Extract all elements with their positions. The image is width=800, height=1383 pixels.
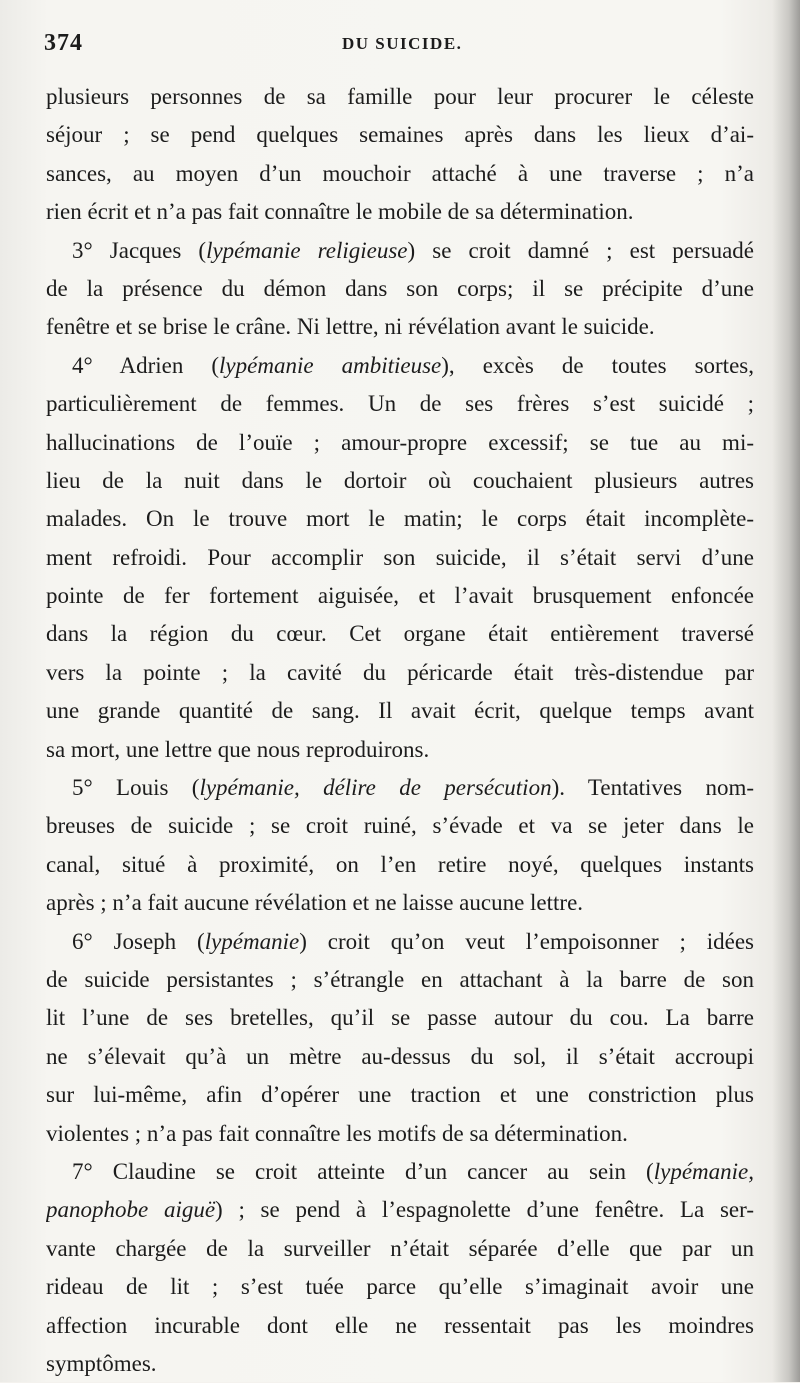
text-line xyxy=(46,884,754,922)
page-number: 374 xyxy=(44,30,83,56)
text-run: pointe de fer fortement aiguisée, et l’avait brusquement enfoncée xyxy=(46,583,754,609)
text-run: 3° Jacques ( xyxy=(72,237,207,263)
text-line xyxy=(46,270,754,308)
text-line xyxy=(46,462,754,500)
text-run: plusieurs personnes de sa famille pour leur procurer le céleste xyxy=(46,84,754,109)
text-run: canal, situé à proximité, on l’en retire noyé, quelques instants xyxy=(46,851,754,877)
text-line xyxy=(46,116,754,154)
text-run: après ; n’a fait aucune révélation et ne laisse aucune lettre. xyxy=(46,890,584,916)
text-line xyxy=(46,193,754,231)
text-line xyxy=(46,999,754,1037)
text-run: de la présence du démon dans son corps; il se précipite d’une xyxy=(46,275,754,301)
text-line xyxy=(46,961,754,999)
text-line xyxy=(46,692,754,730)
body-text xyxy=(46,78,754,1383)
text-line xyxy=(46,1345,754,1383)
text-line xyxy=(46,347,754,385)
text-run: séjour ; se pend quelques semaines après dans les lieux d’ai- xyxy=(46,122,754,148)
text-line xyxy=(46,846,754,884)
italic-text: lypémanie religieuse xyxy=(206,237,408,263)
text-line xyxy=(46,1230,754,1268)
text-line xyxy=(46,78,754,116)
italic-text: lypémanie ambitieuse xyxy=(219,352,442,378)
text-run: dans la région du cœur. Cet organe était entièrement traversé xyxy=(46,621,754,647)
text-line xyxy=(46,731,754,769)
text-line xyxy=(46,807,754,845)
text-line xyxy=(46,1307,754,1345)
text-line xyxy=(46,424,754,462)
text-run: lieu de la nuit dans le dortoir où couchaient plusieurs autres xyxy=(46,467,754,493)
text-run: ) se croit damné ; est persuadé xyxy=(407,237,754,263)
text-run: une grande quantité de sang. Il avait écrit, quelque temps avant xyxy=(46,698,754,724)
text-run: malades. On le trouve mort le matin; le corps était incomplète- xyxy=(46,506,754,532)
text-run: ), excès de toutes sortes, xyxy=(441,352,754,378)
text-run: ) croit qu’on veut l’empoisonner ; idées xyxy=(299,928,754,954)
text-run: sances, au moyen d’un mouchoir attaché à une traverse ; n’a xyxy=(46,160,754,186)
text-line xyxy=(46,1153,754,1191)
text-line xyxy=(46,615,754,653)
italic-text: lypémanie, xyxy=(653,1158,754,1184)
text-line xyxy=(46,1038,754,1076)
italic-text: lypémanie, délire de persécution xyxy=(199,775,552,801)
text-run: particulièrement de femmes. Un de ses frères s’est suicidé ; xyxy=(46,391,754,417)
text-line xyxy=(46,1076,754,1114)
page-header xyxy=(44,30,754,62)
text-line xyxy=(46,232,754,270)
text-run: sa mort, une lettre que nous reproduirons. xyxy=(46,736,430,762)
text-run: ment refroidi. Pour accomplir son suicide, il s’était servi d’une xyxy=(46,544,754,570)
italic-text: panophobe aiguë xyxy=(46,1197,216,1223)
text-run: 4° Adrien ( xyxy=(72,352,220,378)
text-run: symptômes. xyxy=(46,1350,157,1376)
text-run: lit l’une de ses bretelles, qu’il se passe autour du cou. La barre xyxy=(46,1005,754,1031)
text-run: rideau de lit ; s’est tuée parce qu’elle s’imaginait avoir une xyxy=(46,1274,754,1300)
text-run: ). Tentatives nom- xyxy=(551,775,754,801)
text-run: de suicide persistantes ; s’étrangle en attachant à la barre de son xyxy=(46,966,754,992)
page-edge-shadow xyxy=(772,0,800,1382)
text-line xyxy=(46,1268,754,1306)
italic-text: lypémanie xyxy=(204,928,300,954)
text-run: fenêtre et se brise le crâne. Ni lettre, ni révélation avant le suicide. xyxy=(46,314,655,340)
text-run: hallucinations de l’ouïe ; amour-propre excessif; se tue au mi- xyxy=(46,429,754,455)
text-run: 7° Claudine se croit atteinte d’un cancer au sein ( xyxy=(72,1158,654,1184)
text-line xyxy=(46,577,754,615)
text-run: sur lui-même, afin d’opérer une traction et une constriction plus xyxy=(46,1082,754,1108)
text-run: rien écrit et n’a pas fait connaître le mobile de sa détermination. xyxy=(46,199,634,225)
text-run: 6° Joseph ( xyxy=(72,928,205,954)
text-line xyxy=(46,385,754,423)
text-run: 5° Louis ( xyxy=(72,775,200,801)
text-line xyxy=(46,769,754,807)
text-line xyxy=(46,654,754,692)
text-line xyxy=(46,308,754,346)
text-line xyxy=(46,539,754,577)
text-line xyxy=(46,500,754,538)
text-run: breuses de suicide ; se croit ruiné, s’évade et va se jeter dans le xyxy=(46,813,754,839)
text-run: ne s’élevait qu’à un mètre au-dessus du sol, il s’était accroupi xyxy=(46,1043,754,1069)
text-line xyxy=(46,923,754,961)
text-line xyxy=(46,1115,754,1153)
running-head: DU SUICIDE. xyxy=(342,34,463,53)
text-run: vers la pointe ; la cavité du péricarde était très-distendue par xyxy=(46,659,754,685)
text-run: vante chargée de la surveiller n’était séparée d’elle que par un xyxy=(46,1235,754,1261)
text-run: affection incurable dont elle ne ressentait pas les moindres xyxy=(46,1312,754,1338)
text-run: violentes ; n’a pas fait connaître les motifs de sa détermination. xyxy=(46,1120,628,1146)
text-line xyxy=(46,1191,754,1229)
text-run: ) ; se pend à l’espagnolette d’une fenêtre. La ser- xyxy=(215,1197,754,1223)
text-line xyxy=(46,155,754,193)
